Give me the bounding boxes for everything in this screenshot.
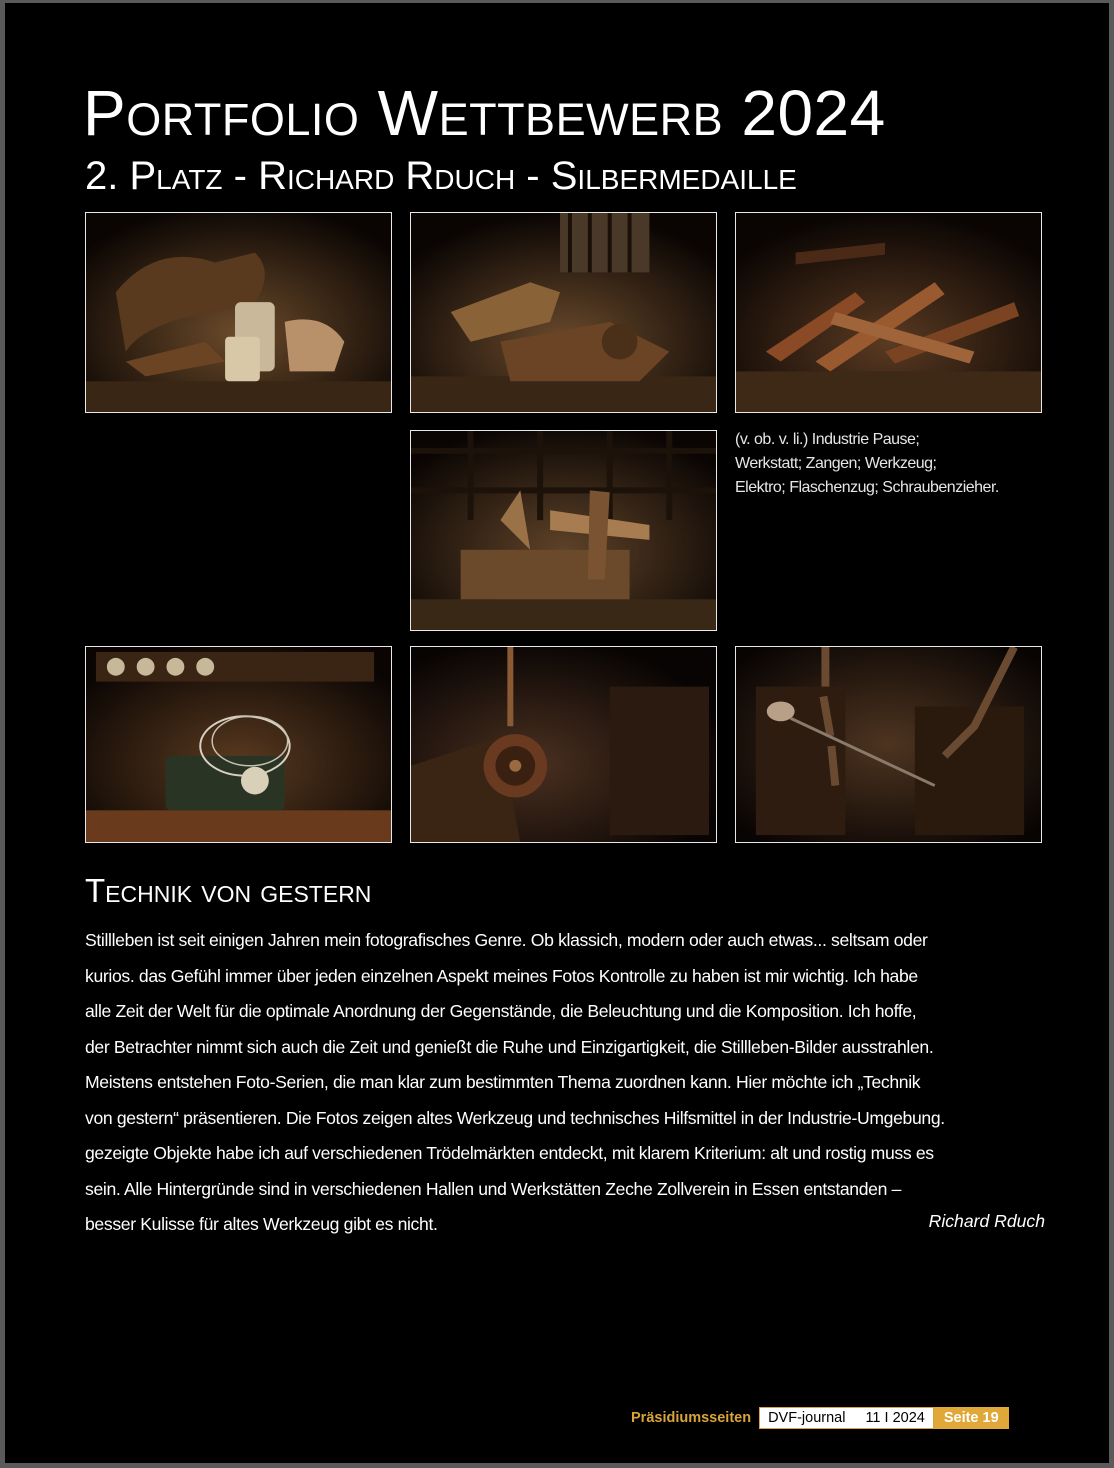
photo-zangen[interactable] bbox=[735, 212, 1042, 413]
body-line: besser Kulisse für altes Werkzeug gibt es nicht. bbox=[85, 1214, 438, 1234]
body-line: kurios. das Gefühl immer über jeden einzelnen Aspekt meines Fotos Kontrolle zu haben ist mir wichtig. Ich habe bbox=[85, 965, 918, 986]
photo-flaschenzug[interactable] bbox=[410, 646, 717, 843]
footer-journal-box bbox=[759, 1407, 934, 1429]
footer-journal: DVF-journal bbox=[768, 1410, 846, 1426]
page-subtitle: 2. Platz - Richard Rduch - Silbermedaille bbox=[85, 154, 797, 198]
footer-page-number: Seite 19 bbox=[934, 1407, 1009, 1429]
photo-caption bbox=[735, 428, 1055, 500]
page-title: Portfolio Wettbewerb 2024 bbox=[83, 77, 886, 149]
article-author: Richard Rduch bbox=[928, 1211, 1045, 1231]
caption-line: Werkstatt; Zangen; Werkzeug; bbox=[735, 455, 937, 472]
body-line: alle Zeit der Welt für die optimale Anordnung der Gegenstände, die Beleuchtung und die Komposition. Ich hoffe, bbox=[85, 1001, 917, 1021]
photo-elektro[interactable] bbox=[85, 646, 392, 843]
body-line: der Betrachter nimmt sich auch die Zeit und genießt die Ruhe und Einzigartigkeit, die Stillleben-Bilder ausstrahlen. bbox=[85, 1036, 934, 1057]
photo-schraubenzieher[interactable] bbox=[735, 646, 1042, 843]
footer-section: Präsidiumsseiten bbox=[631, 1410, 752, 1426]
body-line: Meistens entstehen Foto-Serien, die man klar zum bestimmten Thema zuordnen kann. Hier möchte ich „Technik bbox=[85, 1072, 921, 1092]
photo-werkstatt[interactable] bbox=[410, 212, 717, 413]
article-body bbox=[85, 923, 1045, 1243]
page-footer bbox=[625, 1407, 1009, 1429]
photo-werkzeug[interactable] bbox=[410, 430, 717, 631]
body-line: sein. Alle Hintergründe sind in verschiedenen Hallen und Werkstätten Zeche Zollverein in Essen entstanden – bbox=[85, 1178, 902, 1199]
article-title: Technik von gestern bbox=[85, 872, 372, 909]
caption-line: (v. ob. v. li.) Industrie Pause; bbox=[735, 431, 920, 448]
caption-line: Elektro; Flaschenzug; Schraubenzieher. bbox=[735, 479, 999, 496]
body-line: gezeigte Objekte habe ich auf verschiedenen Trödelmärkten entdeckt, mit klarem Kriterium: alt und rostig muss es bbox=[85, 1143, 934, 1163]
footer-issue: 11 I 2024 bbox=[865, 1410, 925, 1426]
body-line: Stillleben ist seit einigen Jahren mein fotografisches Genre. Ob klassich, modern oder auch etwas... seltsam oder bbox=[85, 930, 928, 950]
photo-industrie-pause[interactable] bbox=[85, 212, 392, 413]
body-line: von gestern“ präsentieren. Die Fotos zeigen altes Werkzeug und technisches Hilfsmittel in der Industrie-Umgebung. bbox=[85, 1107, 945, 1128]
magazine-page bbox=[5, 3, 1109, 1463]
